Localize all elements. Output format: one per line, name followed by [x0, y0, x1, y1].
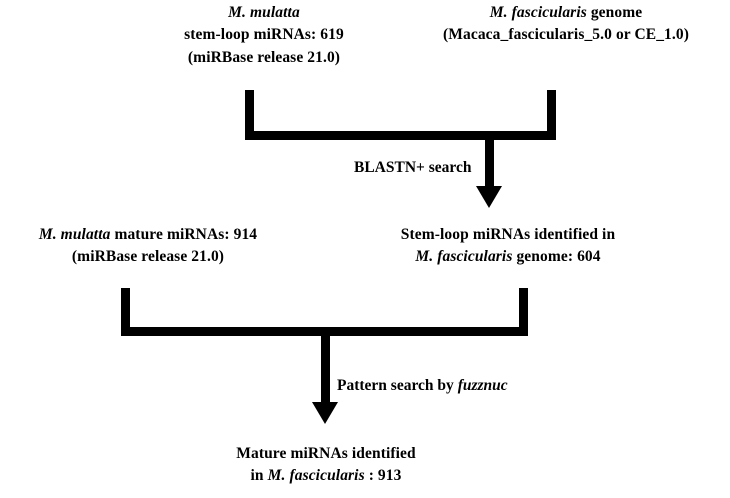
connector-2-arrow-shaft [321, 327, 330, 405]
node-mature-identified [178, 443, 474, 488]
connector-1-arrowhead [476, 186, 502, 208]
node-line: Mature miRNAs identified [236, 445, 416, 462]
node-line-rest: : 913 [364, 467, 402, 485]
node-line [178, 465, 474, 487]
species-name-italic: M. fascicularis [267, 467, 365, 485]
node-line [130, 2, 398, 24]
node-mulatta-mature [2, 224, 294, 269]
species-name-italic: M. fascicularis [489, 4, 587, 21]
node-line: Stem-loop miRNAs identified in [400, 226, 616, 243]
node-line: (Macaca_fascicularis_5.0 or CE_1.0) [443, 26, 689, 44]
edge-label-fuzznuc-prefix: Pattern search by [337, 377, 458, 394]
species-name-italic: M. fascicularis [415, 248, 513, 266]
connector-1-arrow-shaft [485, 131, 494, 189]
edge-label-blastn: BLASTN+ search [354, 159, 472, 176]
node-line: stem-loop miRNAs: 619 [184, 26, 344, 44]
node-stemloop-identified [352, 224, 664, 269]
node-line-rest: genome: 604 [512, 248, 601, 266]
node-line-rest: mature miRNAs: 914 [110, 226, 258, 243]
node-line-prefix: in [250, 467, 268, 485]
node-mulatta-stemloop [130, 2, 398, 69]
edge-label-fuzznuc [337, 377, 508, 395]
node-fascicularis-genome [406, 2, 726, 47]
species-name-italic: M. mulatta [228, 4, 300, 21]
node-line-rest: genome [586, 4, 643, 21]
node-line [406, 2, 726, 24]
node-line: (miRBase release 21.0) [187, 48, 341, 66]
tool-name-italic: fuzznuc [457, 377, 508, 394]
node-line: (miRBase release 21.0) [71, 248, 225, 266]
connector-1-crossbar [245, 131, 556, 140]
species-name-italic: M. mulatta [38, 226, 111, 243]
node-line [352, 246, 664, 268]
node-line [2, 224, 294, 246]
connector-2-arrowhead [312, 402, 338, 424]
